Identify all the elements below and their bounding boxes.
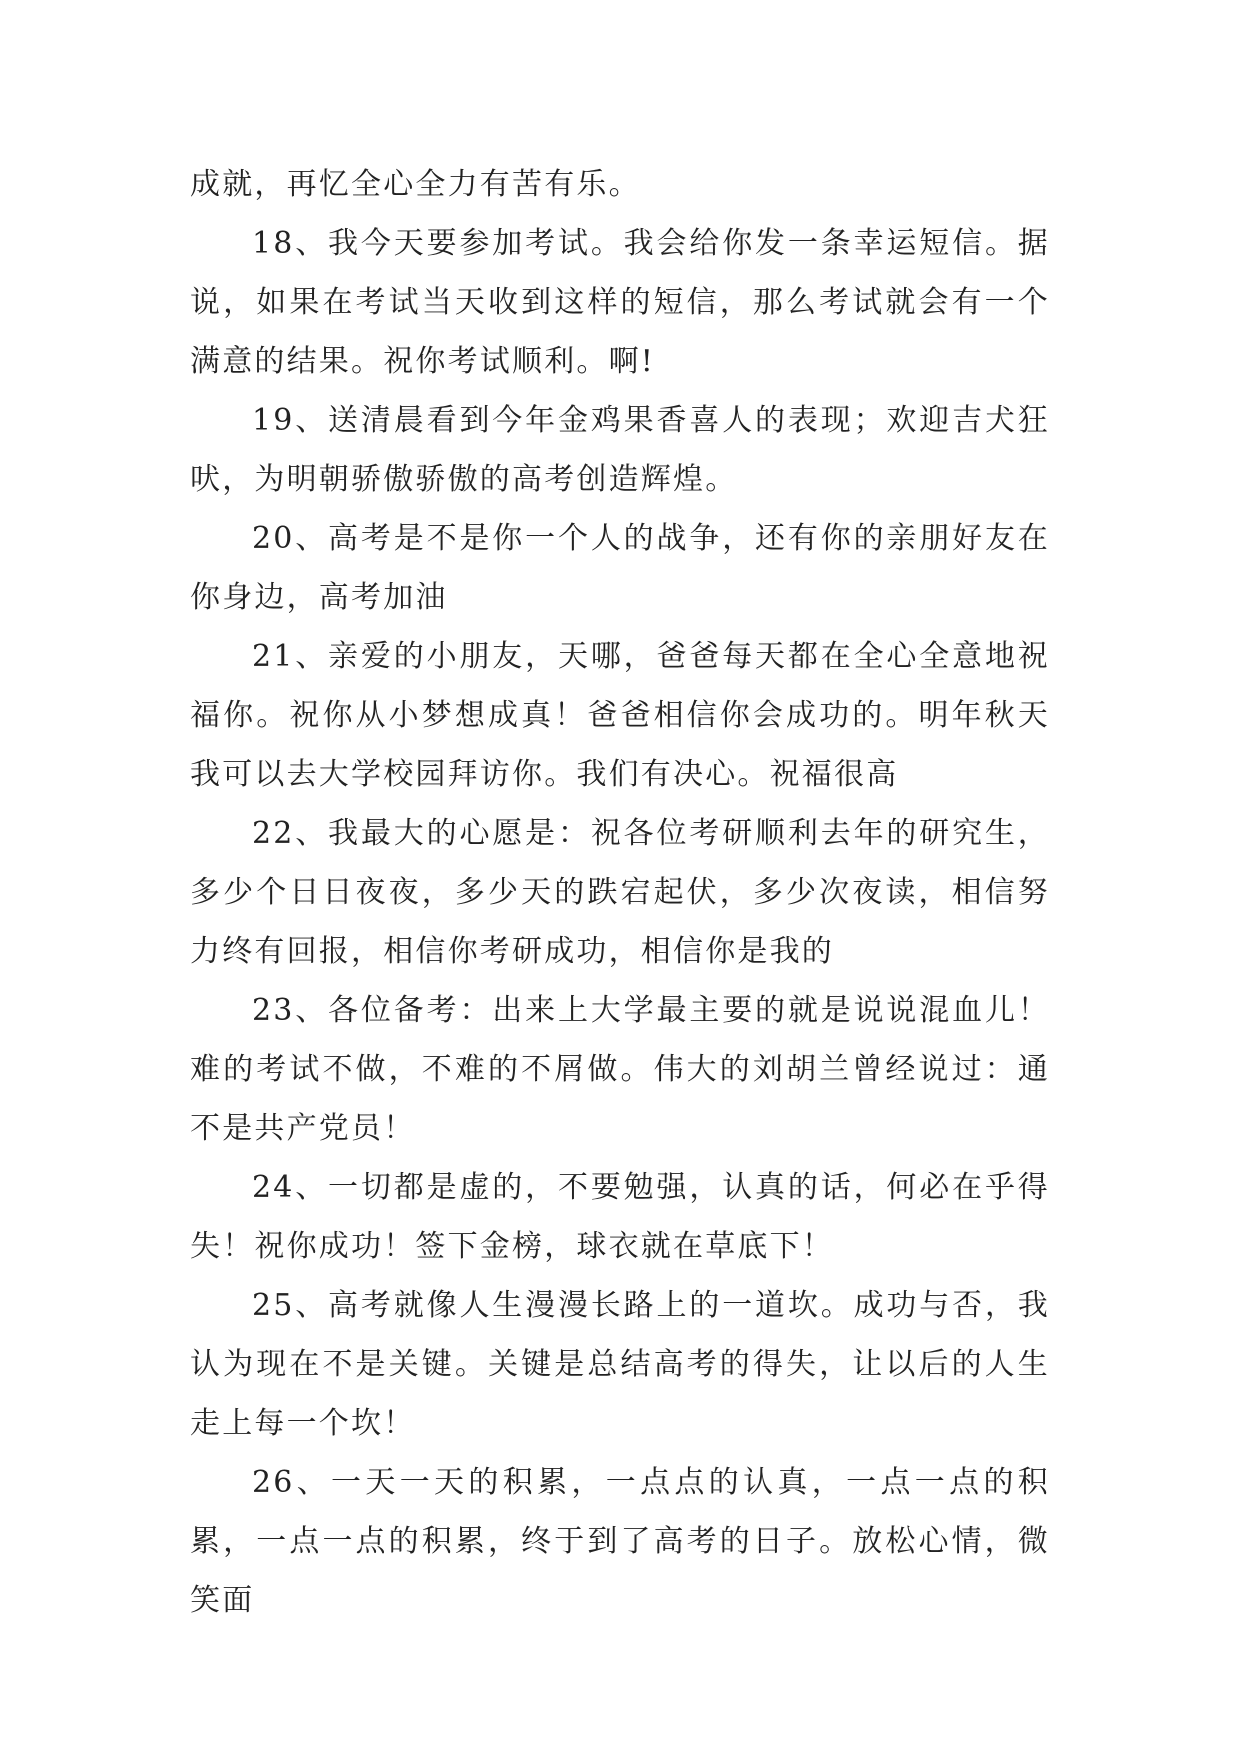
paragraph-item-19: 19、送清晨看到今年金鸡果香喜人的表现；欢迎吉犬狂吠，为明朝骄傲骄傲的高考创造辉煌。	[190, 403, 1050, 497]
paragraph-item-18: 18、我今天要参加考试。我会给你发一条幸运短信。据说，如果在考试当天收到这样的短信，那么考试就会有一个满意的结果。祝你考试顺利。啊!	[190, 226, 1050, 379]
paragraph-item-22: 22、我最大的心愿是：祝各位考研顺利去年的研究生，多少个日日夜夜，多少天的跌宕起伏，多少次夜读，相信努力终有回报，相信你考研成功，相信你是我的	[190, 816, 1050, 969]
paragraph-item-26: 26、一天一天的积累，一点点的认真，一点一点的积累，一点一点的积累，终于到了高考的日子。放松心情，微笑面	[190, 1465, 1050, 1618]
paragraph-item-25: 25、高考就像人生漫漫长路上的一道坎。成功与否，我认为现在不是关键。关键是总结高考的得失，让以后的人生走上每一个坎！	[190, 1288, 1050, 1441]
document-body	[190, 155, 1050, 1630]
paragraph-item-23: 23、各位备考：出来上大学最主要的就是说说混血儿！难的考试不做，不难的不屑做。伟大的刘胡兰曾经说过：通不是共产党员！	[190, 993, 1050, 1146]
paragraph-item-24: 24、一切都是虚的，不要勉强，认真的话，何必在乎得失！祝你成功！签下金榜，球衣就在草底下！	[190, 1170, 1050, 1264]
paragraph-item-20: 20、高考是不是你一个人的战争，还有你的亲朋好友在你身边，高考加油	[190, 521, 1050, 615]
paragraph-continuation: 成就，再忆全心全力有苦有乐。	[190, 167, 641, 202]
paragraph-item-21: 21、亲爱的小朋友，天哪，爸爸每天都在全心全意地祝福你。祝你从小梦想成真！爸爸相信你会成功的。明年秋天我可以去大学校园拜访你。我们有决心。祝福很高	[190, 639, 1050, 792]
